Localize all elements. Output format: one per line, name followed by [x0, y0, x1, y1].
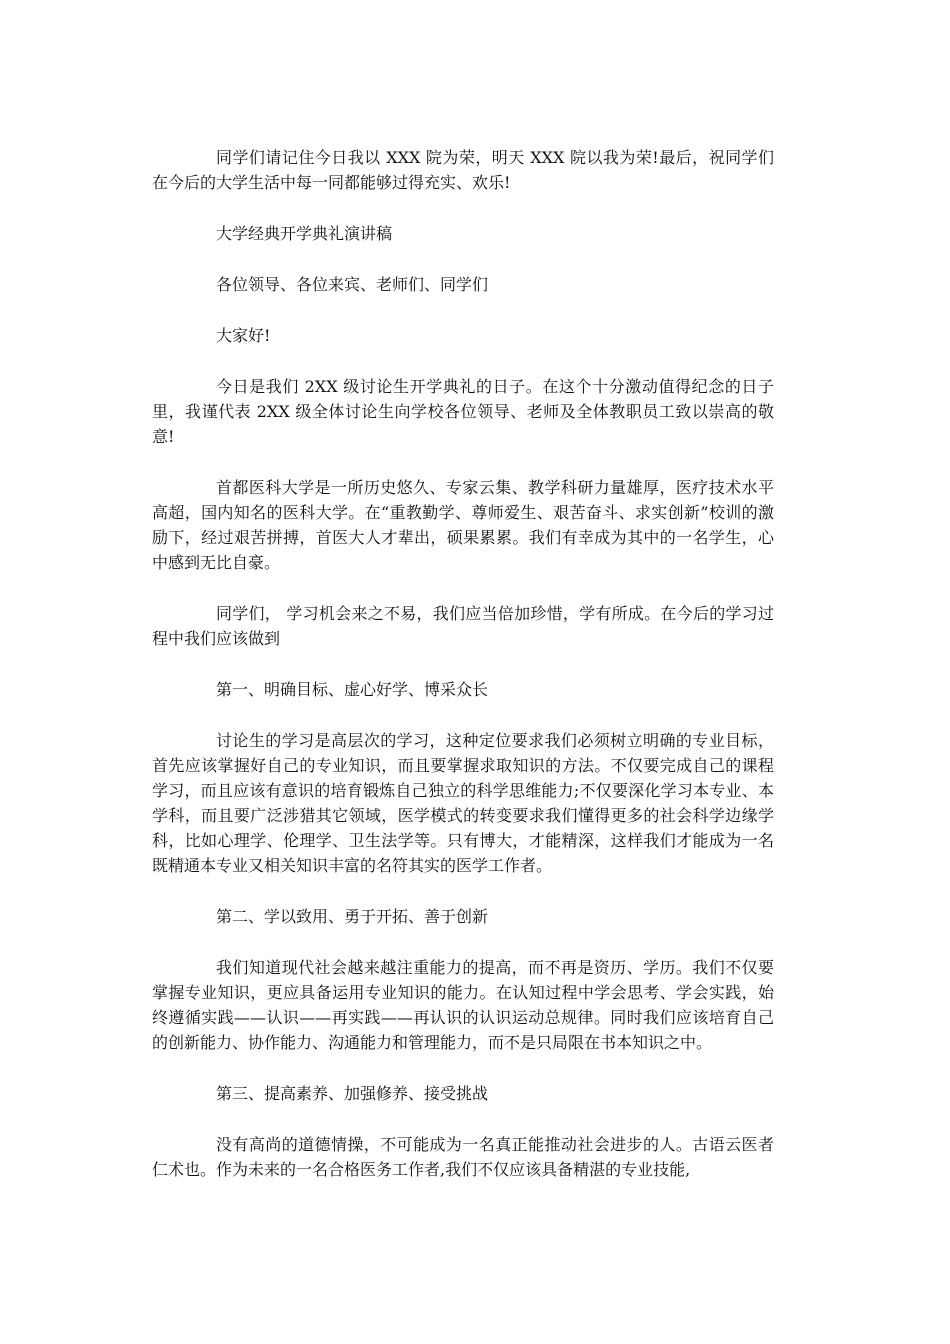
salutation: 各位领导、各位来宾、老师们、同学们 [216, 275, 489, 294]
section-heading-second: 第二、学以致用、勇于开拓、善于创新 [216, 907, 489, 926]
section-heading-first: 第一、明确目标、虚心好学、博采众长 [216, 680, 489, 699]
section-heading-third: 第三、提高素养、加强修养、接受挑战 [216, 1084, 489, 1103]
paragraph-second-point: 我们知道现代社会越来越注重能力的提高，而不再是资历、学历。我们不仅要掌握专业知识，更应具备运用专业知识的能力。在认知过程中学会思考、学会实践，始终遵循实践——认识——再实践——再认识的认识运动总规律。同时我们应该培育自己的创新能力、协作能力、沟通能力和管理能力，而不是只局限在书本知识之中。 [152, 958, 774, 1052]
paragraph-opening: 今日是我们 2XX 级讨论生开学典礼的日子。在这个十分激动值得纪念的日子里，我谨代表 2XX 级全体讨论生向学校各位领导、老师及全体教职员工致以崇高的敬意! [152, 377, 774, 446]
paragraph-study-opportunity: 同学们， 学习机会来之不易，我们应当倍加珍惜，学有所成。在今后的学习过程中我们应该做到 [152, 604, 774, 648]
speech-title: 大学经典开学典礼演讲稿 [216, 224, 393, 243]
paragraph-university-intro: 首都医科大学是一所历史悠久、专家云集、教学科研力量雄厚，医疗技术水平高超，国内知名的医科大学。在“重教勤学、尊师爱生、艰苦奋斗、求实创新”校训的激励下，经过艰苦拼搏，首医大人才辈出，硕果累累。我们有幸成为其中的一名学生，心中感到无比自豪。 [152, 478, 774, 572]
paragraph-third-point: 没有高尚的道德情操，不可能成为一名真正能推动社会进步的人。古语云医者仁术也。作为未来的一名合格医务工作者,我们不仅应该具备精湛的专业技能, [152, 1135, 774, 1179]
paragraph-first-point: 讨论生的学习是高层次的学习，这种定位要求我们必须树立明确的专业目标，首先应该掌握好自己的专业知识，而且要掌握求取知识的方法。不仅要完成自己的课程学习，而且应该有意识的培育锻炼自己独立的科学思维能力;不仅要深化学习本专业、本学科，而且要广泛涉猎其它领域，医学模式的转变要求我们懂得更多的社会科学边缘学科，比如心理学、伦理学、卫生法学等。只有博大，才能精深，这样我们才能成为一名既精通本专业又相关知识丰富的名符其实的医学工作者。 [152, 731, 774, 875]
greeting: 大家好! [216, 326, 271, 345]
paragraph-closing-wishes: 同学们请记住今日我以 XXX 院为荣，明天 XXX 院以我为荣!最后，祝同学们在今后的大学生活中每一同都能够过得充实、欢乐! [152, 148, 774, 192]
document-page [152, 145, 774, 1208]
